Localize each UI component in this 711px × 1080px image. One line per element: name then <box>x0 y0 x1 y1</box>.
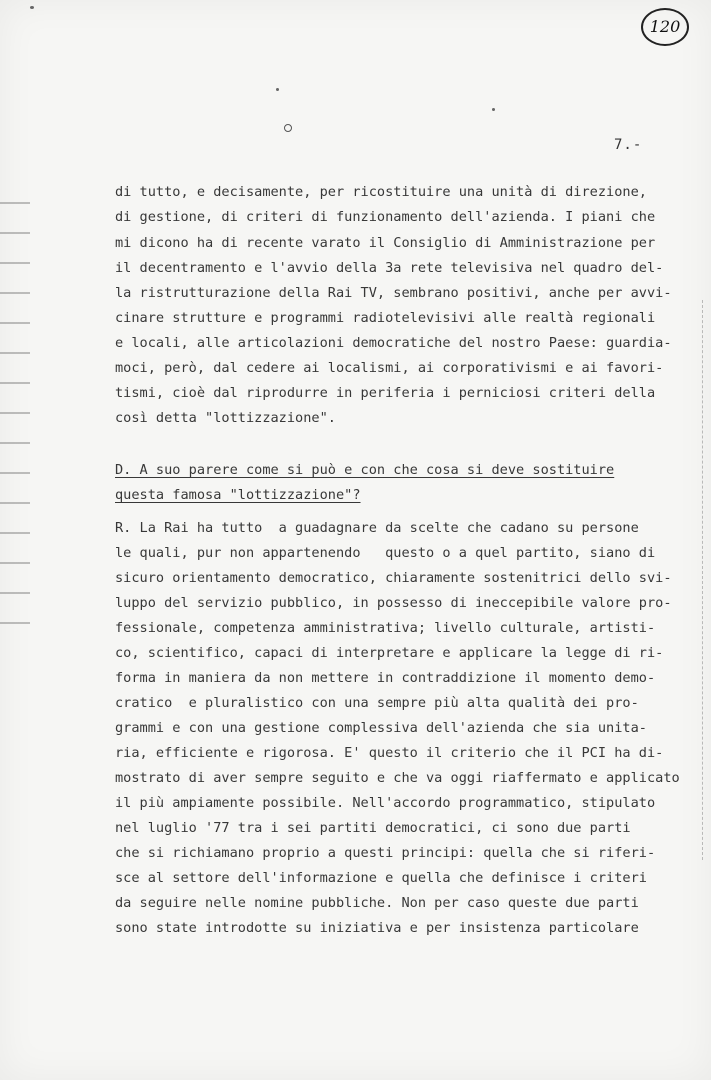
question-line: D. A suo parere come si può e con che cosa si deve sostituire <box>115 462 615 478</box>
text-line: mi dicono ha di recente varato il Consiglio di Amministrazione per <box>115 235 656 251</box>
answer-line: co, scientifico, capaci di interpretare e applicare la legge di ri- <box>115 645 664 661</box>
text-line: così detta "lottizzazione". <box>115 410 336 426</box>
speck <box>276 88 279 91</box>
answer-line: fessionale, competenza amministrativa; livello culturale, artisti- <box>115 620 656 636</box>
answer-line: ria, efficiente e rigorosa. E' questo il criterio che il PCI ha di- <box>115 745 664 761</box>
page-edge-shadow <box>702 300 709 860</box>
binding-marks <box>0 180 30 640</box>
answer-line: R. La Rai ha tutto a guadagnare da scelte che cadano su persone <box>115 520 639 536</box>
answer-line: nel luglio '77 tra i sei partiti democratici, ci sono due parti <box>115 820 631 836</box>
answer-line: luppo del servizio pubblico, in possesso di ineccepibile valore pro- <box>115 595 672 611</box>
answer-line: forma in maniera da non mettere in contraddizione il momento demo- <box>115 670 656 686</box>
answer-line: sicuro orientamento democratico, chiaramente sostenitrici dello svi- <box>115 570 672 586</box>
text-line: di tutto, e decisamente, per ricostituire una unità di direzione, <box>115 184 647 200</box>
page-number: 7.- <box>614 137 643 153</box>
speck <box>492 108 495 111</box>
text-line: moci, però, dal cedere ai localismi, ai corporativismi e ai favori- <box>115 360 664 376</box>
answer-line: cratico e pluralistico con una sempre più alta qualità dei pro- <box>115 695 639 711</box>
text-line: di gestione, di criteri di funzionamento dell'azienda. I piani che <box>115 209 656 225</box>
text-line: e locali, alle articolazioni democratiche del nostro Paese: guardia- <box>115 335 672 351</box>
answer-line: sono state introdotte su iniziativa e per insistenza particolare <box>115 920 639 936</box>
answer-line: che si richiamano proprio a questi principi: quella che si riferi- <box>115 845 656 861</box>
answer-line: le quali, pur non appartenendo questo o a quel partito, siano di <box>115 545 656 561</box>
answer-line: sce al settore dell'informazione e quella che definisce i criteri <box>115 870 647 886</box>
answer-line: mostrato di aver sempre seguito e che va oggi riaffermato e applicato <box>115 770 680 786</box>
answer-line: da seguire nelle nomine pubbliche. Non per caso queste due parti <box>115 895 639 911</box>
answer-line: il più ampiamente possibile. Nell'accordo programmatico, stipulato <box>115 795 656 811</box>
speck <box>30 6 34 9</box>
text-line: cinare strutture e programmi radiotelevisivi alle realtà regionali <box>115 310 656 326</box>
text-line: tismi, cioè dal riprodurre in periferia i perniciosi criteri della <box>115 385 656 401</box>
speck <box>284 124 292 132</box>
question-line: questa famosa "lottizzazione"? <box>115 487 361 503</box>
text-line: il decentramento e l'avvio della 3a rete televisiva nel quadro del- <box>115 260 664 276</box>
answer-line: grammi e con una gestione complessiva dell'azienda che sia unita- <box>115 720 647 736</box>
page-stamp: 120 <box>641 8 689 46</box>
text-line: la ristrutturazione della Rai TV, sembrano positivi, anche per avvi- <box>115 285 672 301</box>
